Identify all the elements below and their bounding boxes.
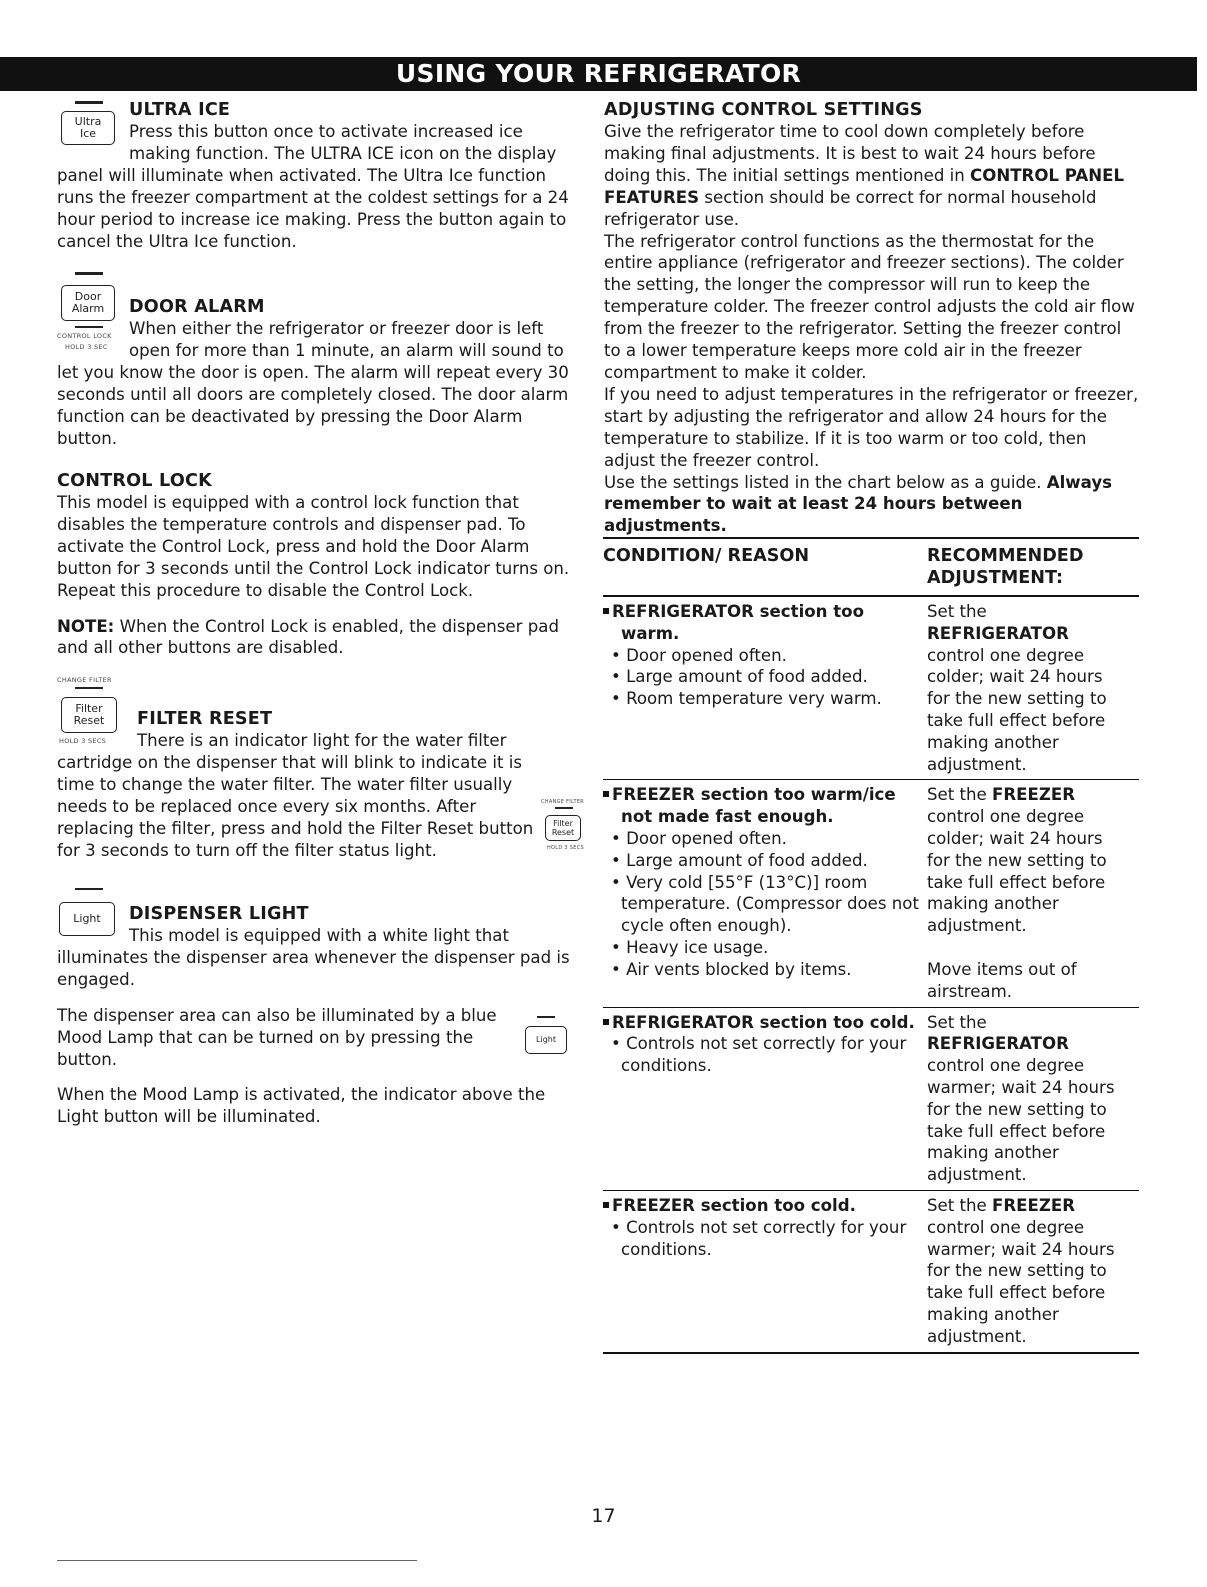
light-button: Light — [59, 902, 115, 936]
reason-item: • Room temperature very warm. — [611, 689, 882, 709]
condition-cell — [603, 1190, 927, 1352]
reason-item: • Air vents blocked by items. — [611, 959, 852, 979]
ultra-ice-button-graphic — [57, 99, 119, 149]
hold-caption: HOLD 3 SECS — [547, 845, 584, 851]
condition-title: REFRIGERATOR section too cold. — [603, 1012, 927, 1034]
dispenser-light-heading: DISPENSER LIGHT — [129, 904, 309, 924]
indicator-dash-icon — [537, 1016, 555, 1018]
hold-caption: HOLD 3 SEC — [65, 343, 108, 351]
mood-lamp-indicator-text: When the Mood Lamp is activated, the indicator above the Light button will be illuminated. — [57, 1085, 546, 1127]
condition-cell — [603, 1007, 927, 1190]
adjusting-p1: Give the refrigerator time to cool down completely before making final adjustments. It is best to wait 24 hours before doing this. The initial settings mentioned in CONTROL PANEL FEATURES section should be correct for normal household refrigerator use. — [604, 122, 1125, 229]
dispenser-light-body: This model is equipped with a white light that illuminates the dispenser area whenever the dispenser pad is engaged. — [57, 926, 570, 989]
control-lock-caption: CONTROL LOCK — [57, 332, 112, 340]
reason-item: • Large amount of food added. — [611, 667, 868, 687]
adjustment-cell: Set the REFRIGERATOR control one degree warmer; wait 24 hours for the new setting to take full effect before making another adjustment. — [927, 1012, 1115, 1185]
adjusting-p2: The refrigerator control functions as the thermostat for the entire appliance (refrigerator and freezer sections). The colder the setting, the longer the compressor will run to keep the temperature colder. The freezer control adjusts the cold air flow from the freezer to the refrigerator. Setting the freezer control to a lower temperature keeps more cold air in the freezer compartment to make it colder. — [604, 231, 1135, 382]
control-lock-section — [57, 470, 585, 659]
mood-lamp-body: The dispenser area can also be illuminated by a blue Mood Lamp that can be turned on by pressing the button. — [57, 1005, 497, 1069]
control-lock-heading: CONTROL LOCK — [57, 471, 212, 491]
door-alarm-heading: DOOR ALARM — [129, 297, 265, 317]
table-row — [603, 596, 1139, 780]
light-inline-button-graphic — [521, 1016, 569, 1066]
control-lock-note: NOTE: When the Control Lock is enabled, the dispenser pad and all other buttons are disabled. — [57, 616, 559, 658]
control-lock-body: This model is equipped with a control lock function that disables the temperature controls and dispenser pad. To activate the Control Lock, press and hold the Door Alarm button for 3 seconds until the Control Lock indicator turns on. Repeat this procedure to disable the Control Lock. — [57, 493, 570, 600]
reason-item: • Controls not set correctly for your conditions. — [611, 1034, 907, 1076]
filter-reset-heading: FILTER RESET — [137, 709, 273, 729]
reason-item: • Controls not set correctly for your conditions. — [611, 1217, 907, 1259]
reason-item: • Door opened often. — [611, 828, 787, 848]
condition-title: REFRIGERATOR section too warm. — [603, 601, 927, 645]
change-filter-caption: CHANGE FILTER — [541, 799, 585, 805]
hold-caption: HOLD 3 SECS — [59, 737, 107, 745]
footer-divider — [57, 1560, 417, 1561]
filter-reset-inline-button: Filter Reset — [545, 815, 581, 841]
change-filter-caption: CHANGE FILTER — [57, 676, 112, 684]
table-header — [603, 538, 1139, 596]
reason-item: • Very cold [55°F (13°C)] room temperature. (Compressor does not cycle often enough). — [611, 872, 919, 936]
reason-item: • Heavy ice usage. — [611, 937, 769, 957]
ultra-ice-section — [57, 99, 585, 252]
column-header-adjustment: RECOMMENDED ADJUSTMENT: — [927, 546, 1084, 588]
page-number: 17 — [591, 1505, 616, 1527]
table-row — [603, 1190, 1139, 1352]
condition-cell — [603, 596, 927, 780]
indicator-dash-icon — [75, 101, 103, 104]
reason-item: • Door opened often. — [611, 645, 787, 665]
condition-title: FREEZER section too warm/ice not made fast enough. — [603, 784, 927, 828]
adjustment-cell: Set the FREEZER control one degree warmer; wait 24 hours for the new setting to take full effect before making another adjustment. — [927, 1195, 1115, 1346]
indicator-dash-icon — [75, 272, 103, 275]
light-button-graphic — [57, 886, 119, 940]
filter-reset-section — [57, 677, 585, 861]
indicator-dash-icon — [555, 807, 573, 809]
reason-item: • Large amount of food added. — [611, 850, 868, 870]
dispenser-light-section — [57, 886, 585, 1128]
indicator-dash-icon — [75, 687, 103, 689]
section-banner: USING YOUR REFRIGERATOR — [0, 57, 1197, 91]
adjustment-cell: Set the FREEZER control one degree colder; wait 24 hours for the new setting to take full effect before making another adjustment. Move items out of airstream. — [927, 785, 1107, 1001]
table-row — [603, 1007, 1139, 1190]
door-alarm-button-graphic — [57, 270, 119, 356]
filter-reset-button: Filter Reset — [61, 697, 117, 733]
table-row — [603, 780, 1139, 1007]
adjusting-section — [604, 99, 1142, 537]
adjustment-guide-table — [603, 537, 1139, 1354]
ultra-ice-body: Press this button once to activate increased ice making function. The ULTRA ICE icon on the display panel will illuminate when activated. The Ultra Ice function runs the freezer compartment at the coldest settings for a 24 hour period to increase ice making. Press the button again to cancel the Ultra Ice function. — [57, 122, 569, 251]
adjusting-heading: ADJUSTING CONTROL SETTINGS — [604, 100, 923, 120]
light-inline-button: Light — [525, 1026, 567, 1054]
door-alarm-body: When either the refrigerator or freezer door is left open for more than 1 minute, an alarm will sound to let you know the door is open. The alarm will repeat every 30 seconds until all doors are completely closed. The door alarm function can be deactivated by pressing the Door Alarm button. — [57, 319, 569, 448]
indicator-dash-icon — [75, 888, 103, 890]
filter-reset-button-graphic — [57, 677, 127, 745]
column-header-condition: CONDITION/ REASON — [603, 546, 810, 566]
adjustment-cell: Set the REFRIGERATOR control one degree colder; wait 24 hours for the new setting to take full effect before making another adjustment. — [927, 602, 1107, 774]
ultra-ice-button: Ultra Ice — [61, 111, 115, 145]
filter-reset-inline-button-graphic — [539, 799, 585, 859]
adjusting-p4: Use the settings listed in the chart below as a guide. Always remember to wait at least 24 hours between adjustments. — [604, 472, 1113, 536]
door-alarm-section — [57, 270, 585, 449]
condition-title: FREEZER section too cold. — [603, 1195, 927, 1217]
condition-cell — [603, 780, 927, 1007]
ultra-ice-heading: ULTRA ICE — [129, 100, 231, 120]
adjusting-p3: If you need to adjust temperatures in the refrigerator or freezer, start by adjusting the refrigerator and allow 24 hours for the temperature to stabilize. If it is too warm or too cold, then adjust the freezer control. — [604, 384, 1139, 470]
door-alarm-button: Door Alarm — [61, 285, 115, 321]
filter-reset-body: There is an indicator light for the water filter cartridge on the dispenser that will blink to indicate it is time to change the water filter. The water filter usually needs to be replaced once every six months. After replacing the filter, press and hold the Filter Reset button for 3 seconds to turn off the filter status light. — [57, 731, 534, 860]
indicator-dash-icon — [75, 326, 103, 328]
